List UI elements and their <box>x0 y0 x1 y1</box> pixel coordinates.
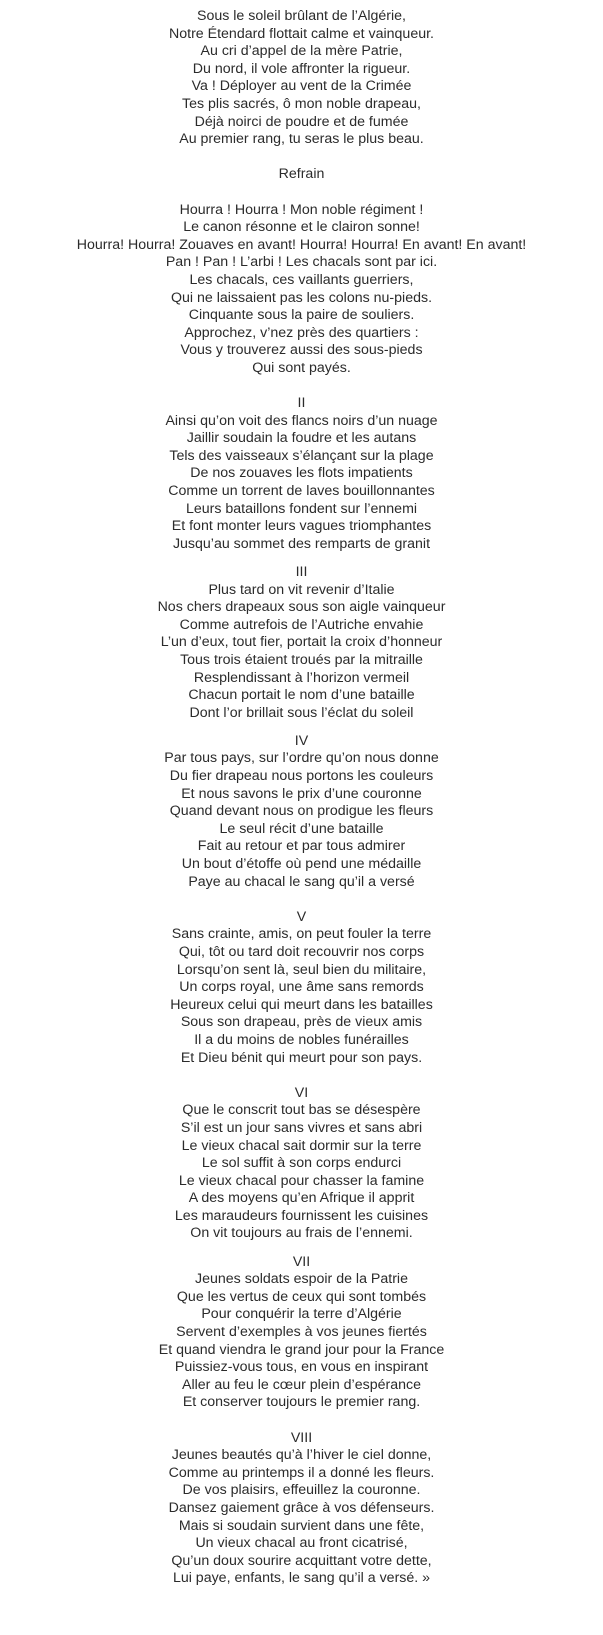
verse-line: Et font monter leurs vagues triomphantes <box>171 518 432 535</box>
verse-line: Le vieux chacal pour chasser la famine <box>178 1172 425 1189</box>
verse-line: Comme au printemps il a donné les fleurs. <box>168 1464 435 1481</box>
verse-line: Approchez, v’nez près des quartiers : <box>184 324 419 341</box>
stanza-2 <box>0 395 603 553</box>
verse-line: De nos zouaves les flots impatients <box>190 465 413 482</box>
verse-line: Les maraudeurs fournissent les cuisines <box>174 1207 429 1224</box>
verse-line: Jaillir soudain la foudre et les autans <box>186 430 417 447</box>
verse-line: Comme un torrent de laves bouillonnantes <box>168 483 435 500</box>
verse-line: Plus tard on vit revenir d’Italie <box>208 581 395 598</box>
verse-line: De vos plaisirs, effeuillez la couronne. <box>182 1482 421 1499</box>
stanza-gap <box>0 722 603 733</box>
verse-line: Hourra ! Hourra ! Mon noble régiment ! <box>179 201 424 218</box>
verse-line: Tous trois étaient troués par la mitraille <box>180 651 423 668</box>
verse-line: Notre Étendard flottait calme et vainqueur. <box>169 25 434 42</box>
stanza-6 <box>0 1085 603 1243</box>
stanza-heading: VI <box>294 1084 309 1101</box>
verse-line: Il a du moins de nobles funérailles <box>194 1031 409 1048</box>
verse-line: Sous le soleil brûlant de l’Algérie, <box>197 8 406 24</box>
verse-line: Un corps royal, une âme sans remords <box>179 979 424 996</box>
stanza-heading: V <box>296 908 307 925</box>
verse-line: Nos chers drapeaux sous son aigle vainqueur <box>157 599 446 616</box>
verse-line: Ainsi qu’on voit des flancs noirs d’un nuage <box>165 412 438 429</box>
verse-line: Que le conscrit tout bas se désespère <box>182 1102 421 1119</box>
verse-line: Aller au feu le cœur plein d’espérance <box>182 1376 421 1393</box>
verse-line: Va ! Déployer au vent de la Crimée <box>191 78 412 95</box>
verse-line: Dont l’or brillait sous l’éclat du soleil <box>189 704 414 721</box>
stanza-heading: VII <box>292 1253 311 1270</box>
verse-line: Et conserver toujours le premier rang. <box>182 1394 421 1411</box>
verse-line: Jeunes soldats espoir de la Patrie <box>195 1271 408 1288</box>
verse-line: Resplendissant à l’horizon vermeil <box>193 669 410 686</box>
stanza-gap <box>0 149 603 167</box>
verse-line: Le vieux chacal sait dormir sur la terre <box>181 1137 422 1154</box>
verse-line: A des moyens qu’en Afrique il apprit <box>188 1190 415 1207</box>
verse-line: Pour conquérir la terre d’Algérie <box>201 1306 402 1323</box>
stanza-heading: VIII <box>290 1429 313 1446</box>
verse-line: Lorsqu’on sent là, seul bien du militaire, <box>176 961 427 978</box>
verse-line: Hourra! Hourra! Zouaves en avant! Hourra! Hourra! En avant! En avant! <box>76 236 527 253</box>
verse-line: Lui paye, enfants, le sang qu’il a versé. » <box>172 1570 431 1587</box>
verse-line: S’il est un jour sans vivres et sans abri <box>180 1119 423 1136</box>
verse-line: Puissiez-vous tous, en vous en inspirant <box>174 1359 429 1376</box>
verse-line: Tels des vaisseaux s’élançant sur la plage <box>169 447 434 464</box>
verse-line: Dansez gaiement grâce à vos défenseurs. <box>168 1499 435 1516</box>
stanza-gap <box>0 891 603 909</box>
stanza-heading: IV <box>294 732 309 749</box>
verse-line: Jeunes beautés qu’à l’hiver le ciel donne, <box>171 1447 432 1464</box>
verse-line: Quand devant nous on prodigue les fleurs <box>169 803 434 820</box>
verse-line: Le canon résonne et le clairon sonne! <box>183 219 420 236</box>
verse-line: Qu’un doux sourire acquittant votre dette, <box>171 1552 432 1569</box>
verse-line: Par tous pays, sur l’ordre qu’on nous donne <box>164 750 439 767</box>
verse-line: Que les vertus de ceux qui sont tombés <box>176 1288 427 1305</box>
verse-line: L’un d’eux, tout fier, portait la croix d’honneur <box>160 634 443 651</box>
verse-line: Mais si soudain survient dans une fête, <box>178 1517 425 1534</box>
verse-line: Le seul récit d’une bataille <box>219 820 384 837</box>
stanza-0 <box>0 8 603 149</box>
verse-line: Heureux celui qui meurt dans les batailles <box>170 996 433 1013</box>
verse-line: Au cri d’appel de la mère Patrie, <box>200 43 403 60</box>
verse-line: Fait au retour et par tous admirer <box>197 838 406 855</box>
verse-line: Au premier rang, tu seras le plus beau. <box>179 131 424 148</box>
verse-line: Paye au chacal le sang qu’il a versé <box>188 873 415 890</box>
verse-line: Comme autrefois de l’Autriche envahie <box>179 616 424 633</box>
verse-line: Qui, tôt ou tard doit recouvrir nos corps <box>178 943 425 960</box>
verse-line: Un vieux chacal au front cicatrisé, <box>195 1535 408 1552</box>
stanza-7 <box>0 1254 603 1412</box>
verse-line: Et quand viendra le grand jour pour la France <box>158 1341 445 1358</box>
heading-gap <box>0 184 603 202</box>
verse-line: Tes plis sacrés, ô mon noble drapeau, <box>182 95 421 112</box>
stanza-heading: II <box>297 395 306 412</box>
verse-line: Chacun portait le nom d’une bataille <box>188 687 415 704</box>
verse-line: Et Dieu bénit qui meurt pour son pays. <box>180 1049 423 1066</box>
verse-line: Pan ! Pan ! L’arbi ! Les chacals sont par ici. <box>165 254 438 271</box>
stanza-gap <box>0 1412 603 1430</box>
stanza-gap <box>0 553 603 564</box>
stanza-3 <box>0 564 603 722</box>
stanza-4 <box>0 733 603 891</box>
stanza-1 <box>0 166 603 377</box>
verse-line: Qui sont payés. <box>252 359 351 376</box>
stanza-gap <box>0 377 603 395</box>
stanza-heading: Refrain <box>278 166 325 183</box>
verse-line: Qui ne laissaient pas les colons nu-pieds. <box>170 289 433 306</box>
verse-line: Cinquante sous la paire de souliers. <box>188 307 415 324</box>
verse-line: Un bout d’étoffe où pend une médaille <box>181 856 422 872</box>
verse-line: Vous y trouverez aussi des sous-pieds <box>180 342 423 359</box>
stanza-heading: III <box>295 563 308 580</box>
stanza-gap <box>0 1243 603 1254</box>
verse-line: Le sol suffit à son corps endurci <box>201 1155 402 1172</box>
stanza-8 <box>0 1430 603 1588</box>
verse-line: Sans crainte, amis, on peut fouler la terre <box>171 926 432 943</box>
verse-line: Et nous savons le prix d’une couronne <box>181 785 422 802</box>
verse-line: Déjà noirci de poudre et de fumée <box>194 113 409 130</box>
verse-line: Servent d’exemples à vos jeunes fiertés <box>176 1323 427 1340</box>
stanza-gap <box>0 1067 603 1085</box>
verse-line: Du fier drapeau nous portons les couleurs <box>169 768 434 785</box>
verse-line: On vit toujours au frais de l’ennemi. <box>190 1225 413 1242</box>
verse-line: Leurs bataillons fondent sur l’ennemi <box>185 500 418 517</box>
verse-line: Jusqu’au sommet des remparts de granit <box>172 535 431 552</box>
verse-line: Les chacals, ces vaillants guerriers, <box>189 271 414 288</box>
stanza-5 <box>0 909 603 1067</box>
verse-line: Sous son drapeau, près de vieux amis <box>180 1014 423 1031</box>
verse-line: Du nord, il vole affronter la rigueur. <box>192 60 411 77</box>
